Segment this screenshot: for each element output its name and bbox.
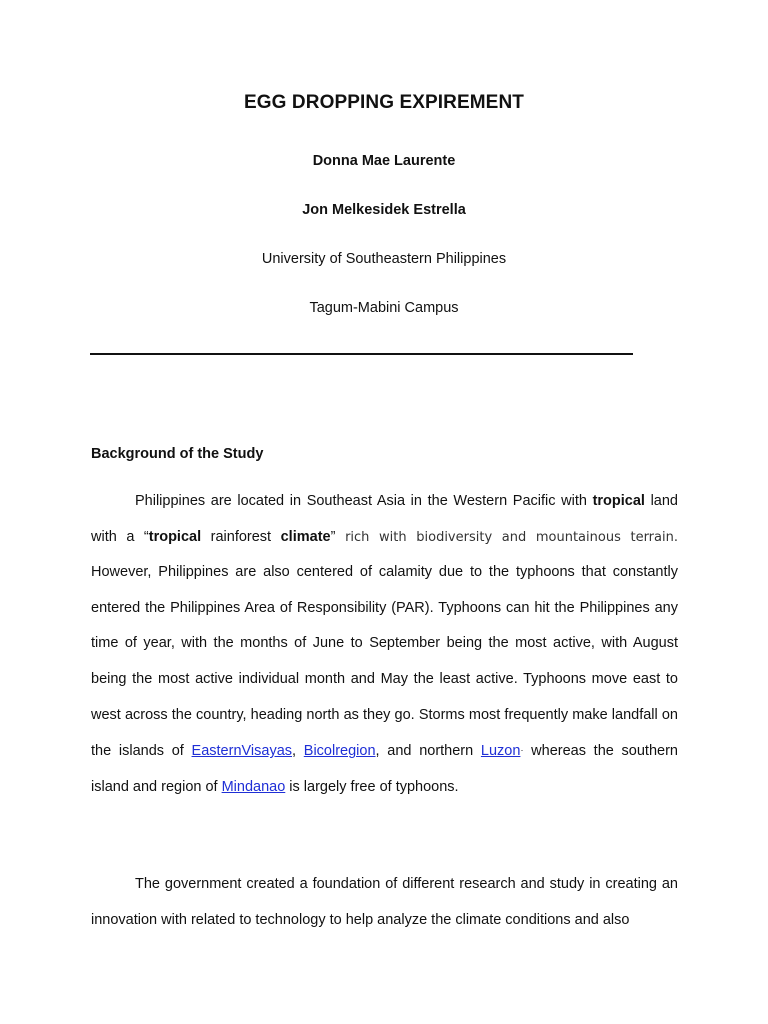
paragraph-1-text: is largely free of typhoons. [285,778,459,795]
author-name-2: Jon Melkesidek Estrella [302,202,466,218]
link-bicol-region[interactable]: Bicolregion [303,743,376,760]
paragraph-1-text: Philippines are located in Southeast Asia in the Western Pacific with [135,493,593,509]
paragraph-1-text: , [292,743,304,760]
paragraph-1-text: rainforest [201,528,281,545]
document-title: EGG DROPPING EXPIREMENT [244,92,524,113]
paragraph-2: The government created a foundation of different research and study in creating an innovation with related to technology to help analyze the climate conditions and also [91,876,678,928]
institution-name: University of Southeastern Philippines [261,251,507,267]
section-heading: Background of the Study [91,446,264,462]
paragraph-1-text: , and northern [375,743,481,760]
bold-term: climate [280,528,331,545]
link-mindanao[interactable]: Mindanao [221,778,286,795]
paragraph-1 [91,484,678,805]
paragraph-1-text: whereas the southern island and region of [91,743,678,795]
paragraph-1-text: However, Philippines are also centered of calamity due to the typhoons that constantly entered the Philippines Area of Responsibility (PAR). Typhoons can hit the Philippines any time of year, with the months of June to September being the most active, with August being the most active individual month and May the least active. Typhoons move east to west across the country, heading north as they go. Storms most frequently make landfall on the islands of [91,564,678,760]
paragraph-1-text: ” [330,528,336,545]
bold-term: tropical [148,528,202,545]
link-luzon[interactable]: Luzon [480,743,521,760]
campus-name: Tagum-Mabini Campus [309,300,459,316]
paragraph-1-text: land with a “ [91,493,678,545]
horizontal-rule [90,353,633,355]
author-name-1: Donna Mae Laurente [312,153,456,169]
bold-term: tropical [592,493,645,509]
paragraph-1-text: rich with biodiversity and mountainous terrain. [335,529,678,545]
footnote-dot: · [520,745,524,756]
link-eastern-visayas[interactable]: EasternVisayas [191,743,293,760]
